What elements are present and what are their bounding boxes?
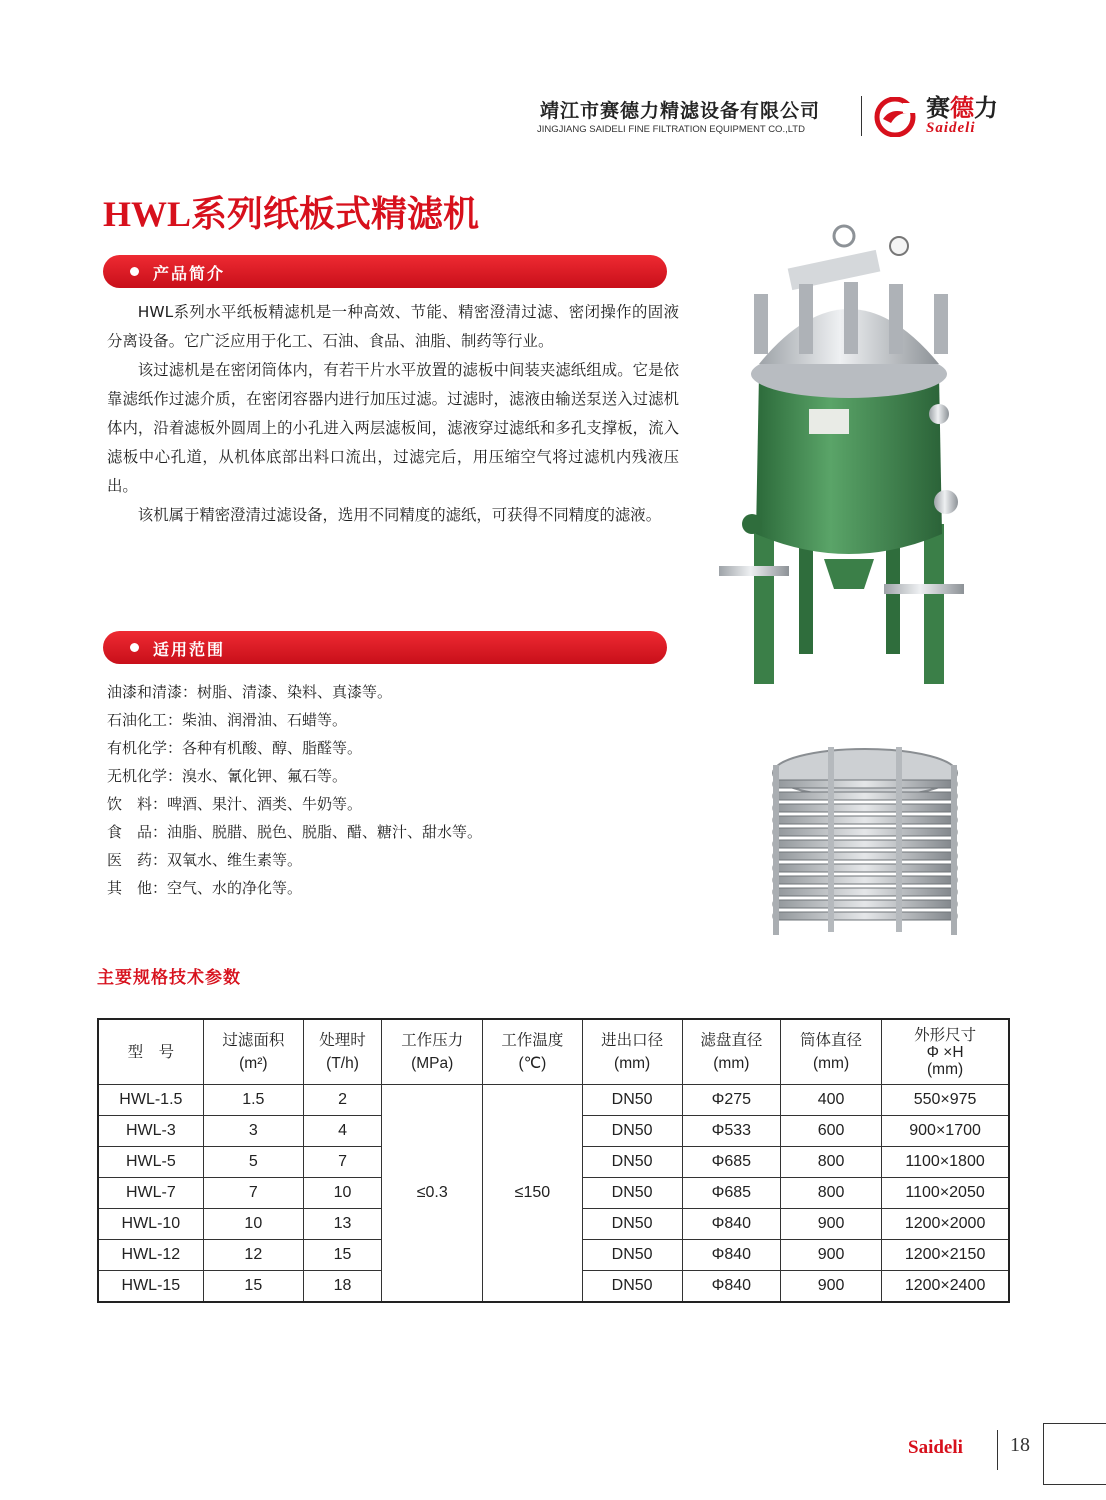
cell-barrel: 600 [780,1116,881,1147]
col-header-capacity: 处理时 (T/h) [303,1019,381,1085]
cell-port: DN50 [582,1116,682,1147]
section-heading-applications: 适用范围 [153,640,226,659]
col-header-port: 进出口径 (mm) [582,1019,682,1085]
saideli-logo-icon [873,97,917,137]
intro-text [107,298,679,530]
col-header-model: 型 号 [98,1019,203,1085]
section-bar-intro [103,255,667,288]
cell-port: DN50 [582,1085,682,1116]
cell-disc: Φ840 [682,1271,780,1303]
list-item: 有机化学：各种有机酸、醇、脂醛等。 [107,739,363,757]
cell-size: 1100×2050 [882,1178,1009,1209]
company-name-en: JINGJIANG SAIDELI FINE FILTRATION EQUIPMENT CO.,LTD [537,124,805,135]
cell-area: 7 [203,1178,303,1209]
cell-model: HWL-3 [98,1116,203,1147]
section-bar-applications [103,631,667,664]
cell-disc: Φ685 [682,1178,780,1209]
list-item: 食 品：油脂、脱腊、脱色、脱脂、醋、糖汁、甜水等。 [107,823,483,841]
col-header-size: 外形尺寸 Φ ×H (mm) [882,1019,1009,1085]
intro-paragraph: 该机属于精密澄清过滤设备，选用不同精度的滤纸，可获得不同精度的滤液。 [137,506,662,524]
table-row [98,1085,1009,1116]
table-header-row [98,1019,1009,1085]
cell-model: HWL-10 [98,1209,203,1240]
intro-paragraph: HWL系列水平纸板精滤机是一种高效、节能、精密澄清过滤、密闭操作的固液分离设备。它广泛应用于化工、石油、食品、油脂、制药等行业。 [107,303,679,350]
applications-list [107,678,667,902]
cell-disc: Φ275 [682,1085,780,1116]
col-header-pressure: 工作压力 (MPa) [382,1019,483,1085]
specs-heading: 主要规格技术参数 [97,968,241,988]
cell-capacity: 18 [303,1271,381,1303]
cell-barrel: 400 [780,1085,881,1116]
list-item: 其 他：空气、水的净化等。 [107,879,303,897]
cell-capacity: 4 [303,1116,381,1147]
cell-area: 1.5 [203,1085,303,1116]
cell-area: 5 [203,1147,303,1178]
cell-size: 1100×1800 [882,1147,1009,1178]
cell-barrel: 900 [780,1209,881,1240]
cell-disc: Φ685 [682,1147,780,1178]
col-header-area: 过滤面积 (m²) [203,1019,303,1085]
cell-capacity: 7 [303,1147,381,1178]
logo-text-en: Saideli [926,120,976,136]
cell-area: 12 [203,1240,303,1271]
cell-capacity: 2 [303,1085,381,1116]
cell-barrel: 900 [780,1240,881,1271]
col-header-temperature: 工作温度 (℃) [483,1019,582,1085]
cell-temperature: ≤150 [483,1085,582,1303]
col-header-barrel: 筒体直径 (mm) [780,1019,881,1085]
footer-divider [997,1430,998,1470]
bullet-dot [130,267,139,276]
bullet-dot [130,643,139,652]
list-item: 无机化学：溴水、氰化钾、氟石等。 [107,767,348,785]
page-title: HWL系列纸板式精滤机 [103,194,480,234]
logo-text-cn: 赛德力 [926,94,998,122]
company-name-cn: 靖江市赛德力精滤设备有限公司 [540,100,821,122]
cell-port: DN50 [582,1209,682,1240]
cell-size: 900×1700 [882,1116,1009,1147]
cell-disc: Φ840 [682,1240,780,1271]
list-item: 饮 料：啤酒、果汁、酒类、牛奶等。 [107,795,363,813]
cell-port: DN50 [582,1147,682,1178]
cell-barrel: 800 [780,1178,881,1209]
filter-plates-image [768,735,962,945]
intro-paragraph: 该过滤机是在密闭筒体内，有若干片水平放置的滤板中间装夹滤纸组成。它是依靠滤纸作过滤介质，在密闭容器内进行加压过滤。过滤时，滤液由输送泵送入过滤机体内，沿着滤板外圆周上的小孔进入两层滤板间，滤液穿过滤纸和多孔支撑板，流入滤板中心孔道，从机体底部出料口流出，过滤完后，用压缩空气将过滤机内残液压出。 [107,361,679,495]
cell-model: HWL-1.5 [98,1085,203,1116]
cell-model: HWL-15 [98,1271,203,1303]
cell-barrel: 900 [780,1271,881,1303]
col-header-disc: 滤盘直径 (mm) [682,1019,780,1085]
cell-disc: Φ533 [682,1116,780,1147]
section-heading-intro: 产品简介 [153,264,226,283]
cell-area: 10 [203,1209,303,1240]
cell-area: 15 [203,1271,303,1303]
cell-area: 3 [203,1116,303,1147]
filter-machine-image [714,224,984,694]
cell-model: HWL-5 [98,1147,203,1178]
header-divider [861,96,862,136]
cell-capacity: 13 [303,1209,381,1240]
cell-size: 1200×2400 [882,1271,1009,1303]
cell-pressure: ≤0.3 [382,1085,483,1303]
cell-size: 1200×2150 [882,1240,1009,1271]
cell-capacity: 10 [303,1178,381,1209]
cell-capacity: 15 [303,1240,381,1271]
specs-table [97,1018,1010,1303]
list-item: 油漆和清漆：树脂、清漆、染料、真漆等。 [107,683,393,701]
cell-port: DN50 [582,1240,682,1271]
list-item: 医 药：双氧水、维生素等。 [107,851,303,869]
cell-size: 1200×2000 [882,1209,1009,1240]
footer-corner-box [1043,1423,1106,1485]
cell-port: DN50 [582,1271,682,1303]
cell-disc: Φ840 [682,1209,780,1240]
cell-model: HWL-7 [98,1178,203,1209]
page-number: 18 [1010,1434,1030,1456]
cell-barrel: 800 [780,1147,881,1178]
cell-size: 550×975 [882,1085,1009,1116]
footer-brand: Saideli [908,1437,963,1458]
list-item: 石油化工：柴油、润滑油、石蜡等。 [107,711,348,729]
cell-port: DN50 [582,1178,682,1209]
cell-model: HWL-12 [98,1240,203,1271]
